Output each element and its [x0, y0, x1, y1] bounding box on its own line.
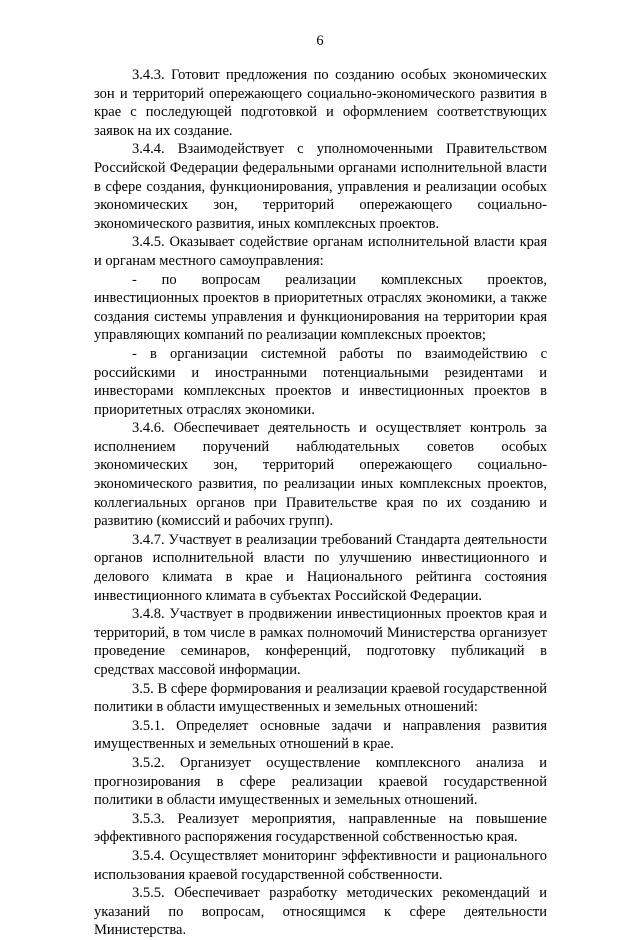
paragraph-3-4-8: 3.4.8. Участвует в продвижении инвестиционных проектов края и территорий, в том числе в рамках полномочий Министерства организует проведение семинаров, конференций, подготовку публикаций в средствах массовой информации.: [94, 606, 547, 678]
paragraph-3-4-5-item-1: - по вопросам реализации комплексных проектов, инвестиционных проектов в приоритетных отраслях экономики, а также создания системы управления и функционирования на территории края управляющих компаний по реализации комплексных проектов;: [94, 271, 547, 344]
paragraph-3-5-2: 3.5.2. Организует осуществление комплексного анализа и прогнозирования в сфере реализации краевой государственной политики в области имущественных и земельных отношений.: [94, 754, 547, 809]
paragraph-3-4-7: 3.4.7. Участвует в реализации требований Стандарта деятельности органов исполнительной власти по улучшению инвестиционного и делового климата в крае и Национального рейтинга состояния инвестиционного климата в субъектах Российской Федерации.: [94, 531, 547, 604]
paragraph-3-5-1: 3.5.1. Определяет основные задачи и направления развития имущественных и земельных отношений в крае.: [94, 717, 547, 753]
paragraph-3-4-3: 3.4.3. Готовит предложения по созданию особых экономических зон и территорий опережающего социально-экономического развития в крае с последующей подготовкой и оформлением соответствующих заявок на их создание.: [94, 67, 547, 139]
paragraph-3-4-5: 3.4.5. Оказывает содействие органам исполнительной власти края и органам местного самоуправления:: [94, 234, 547, 269]
paragraph-3-4-5-item-2: - в организации системной работы по взаимодействию с российскими и иностранными потенциальными резидентами и инвесторами комплексных проектов и инвестиционных проектов в приоритетных отраслях экономики.: [94, 345, 547, 418]
paragraph-3-5-4: 3.5.4. Осуществляет мониторинг эффективности и рационального использования краевой государственной собственности.: [94, 847, 547, 883]
page-number: 6: [316, 33, 324, 49]
paragraph-3-5: 3.5. В сфере формирования и реализации краевой государственной политики в области имущественных и земельных отношений:: [94, 680, 547, 716]
paragraph-3-4-6: 3.4.6. Обеспечивает деятельность и осуществляет контроль за исполнением поручений наблюдательных советов особых экономических зон, территорий опережающего социально-экономического развития, по реализации иных комплексных проектов, коллегиальных органов при Правительстве края по их созданию и развитию (комиссий и рабочих групп).: [94, 420, 547, 530]
paragraph-3-5-5: 3.5.5. Обеспечивает разработку методических рекомендаций и указаний по вопросам, относящимся к сфере деятельности Министерства.: [94, 885, 547, 939]
paragraph-3-4-4: 3.4.4. Взаимодействует с уполномоченными Правительством Российской Федерации федеральными органами исполнительной власти в сфере создания, функционирования, управления и реализации особых экономических зон, территорий опережающего социально-экономического развития, иных комплексных проектов.: [94, 141, 547, 232]
paragraph-3-5-3: 3.5.3. Реализует мероприятия, направленные на повышение эффективного распоряжения государственной собственностью края.: [94, 810, 547, 846]
document-body: [94, 66, 547, 940]
